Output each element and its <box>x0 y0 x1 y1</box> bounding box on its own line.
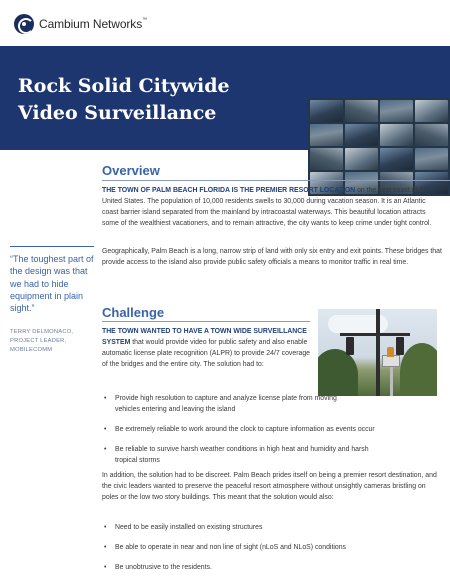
title-line-1: Rock Solid Citywide <box>18 75 230 97</box>
overview-lead: THE TOWN OF PALM BEACH FLORIDA IS THE PREMIER RESORT LOCATION <box>102 187 356 194</box>
list-item: • Be reliable to survive harsh weather conditions in high heat and humidity and harsh tropical storms <box>104 444 384 466</box>
challenge-divider <box>102 321 310 322</box>
challenge-paragraph-2: In addition, the solution had to be discreet. Palm Beach prides itself on being a premier resort destination, and the civic leaders wanted to preserve the peaceful resort atmosphere without unsightly cameras bristling on poles or the low two story buildings. This meant that the solution would also: <box>102 472 437 501</box>
additional-requirements-list <box>104 522 444 582</box>
quote-text: “The toughest part of the design was that we had to hide equipment in plain sight.” <box>10 254 94 314</box>
challenge-paragraph-1: THE TOWN WANTED TO HAVE A TOWN WIDE SURVEILLANCE SYSTEM that would provide video for public safety and also enable automatic license plate recognition (ALPR) to provide 24/7 coverage of the bridges and the entire city. The solution had to: <box>102 328 310 368</box>
list-item: • Need to be easily installed on existing structures <box>104 522 444 533</box>
requirements-list <box>104 393 375 475</box>
overview-divider <box>102 180 450 181</box>
title-line-2: Video Surveillance <box>18 102 217 124</box>
overview-paragraph-2: Geographically, Palm Beach is a long, narrow strip of land with only six entry and exit points. These bridges that provide access to the island also provide public safety officials a means to monitor traffic in real time. <box>102 248 442 266</box>
overview-heading: Overview <box>102 163 160 178</box>
cambium-logo <box>14 14 147 34</box>
overview-paragraph-1: THE TOWN OF PALM BEACH FLORIDA IS THE PREMIER RESORT LOCATION on the east coast of the United States. The population of 10,000 residents swells to 30,000 during vacation season. It is an Atlantic coast barrier island separated from the mainland by intracoastal waterways. This beautiful location attracts some of the wealthiest vacationers, and to remain attractive, the city wants to keep crime under tight control. <box>102 187 432 227</box>
challenge-heading: Challenge <box>102 305 165 320</box>
cambium-logo-icon <box>14 14 34 34</box>
list-item: • Be able to operate in near and non line of sight (nLoS and NLoS) conditions <box>104 542 444 553</box>
title-banner <box>0 46 450 150</box>
list-item: • Be extremely reliable to work around the clock to capture information as events occur <box>104 424 444 435</box>
challenge-lead: THE TOWN WANTED TO HAVE A TOWN WIDE SURVEILLANCE SYSTEM <box>102 328 307 346</box>
list-item: • Provide high resolution to capture and analyze license plate from moving vehicles entering and leaving the island <box>104 393 344 415</box>
page-title <box>18 73 230 127</box>
traffic-camera-install-photo <box>318 309 437 396</box>
list-item: • Be unobtrusive to the residents. <box>104 562 444 573</box>
brand-name: Cambium Networks™ <box>39 17 147 31</box>
quote-attribution: TERRY DELMONACO, PROJECT LEADER, MOBILECOMM <box>10 329 74 354</box>
surveillance-monitor-wall-image <box>308 98 450 196</box>
pull-quote <box>10 246 94 355</box>
